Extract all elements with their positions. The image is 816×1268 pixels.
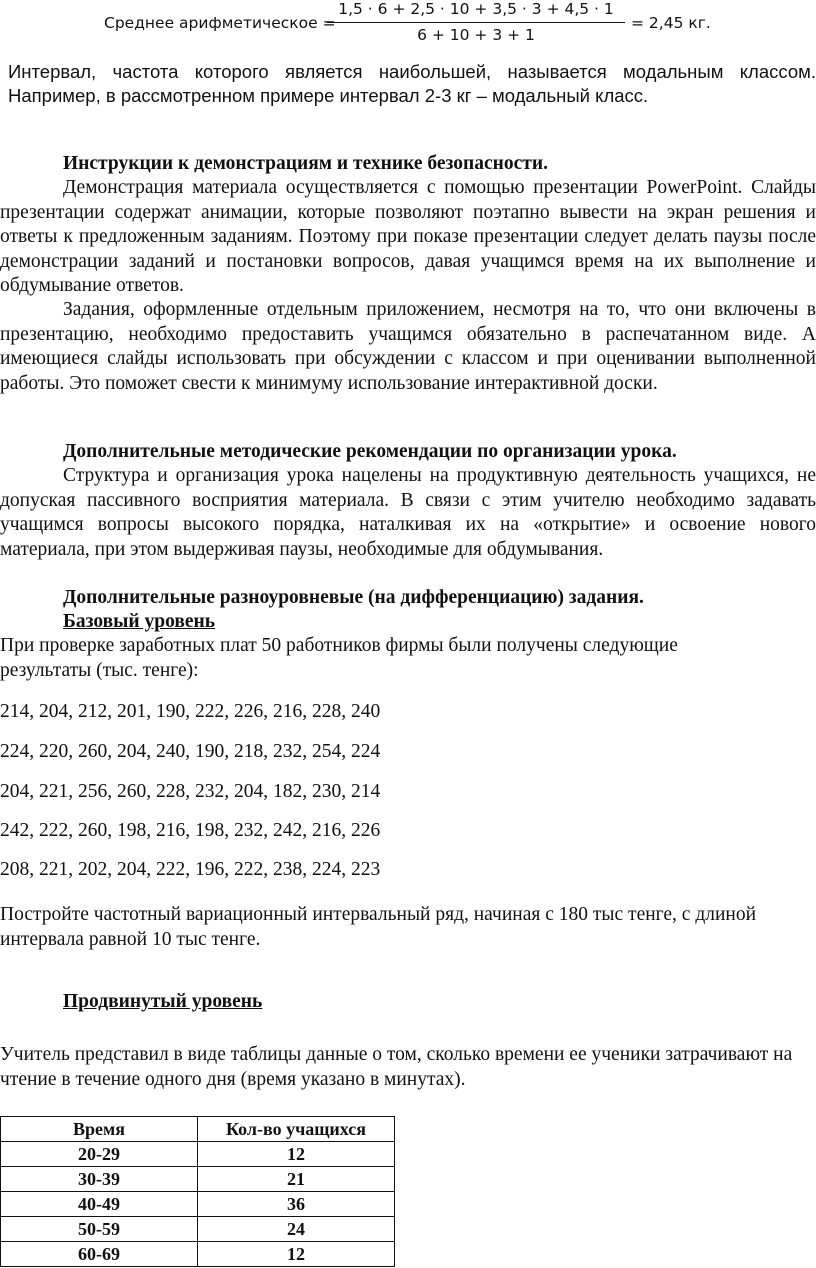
advanced-level-intro: Учитель представил в виде таблицы данные о том, сколько времени ее ученики затрачивают на чтение в течение одного дня (время указано в минутах). [0, 1044, 793, 1090]
formula-fraction [327, 0, 625, 44]
time-cell: 40-49 [1, 1192, 198, 1217]
modal-class-paragraph: Интервал, частота которого является наибольшей, называется модальным классом. Например, в рассмотренном примере интервал 2-3 кг – модальный класс. [8, 61, 816, 106]
count-cell: 12 [198, 1142, 395, 1167]
instructions-paragraph-2: Задания, оформленные отдельным приложением, несмотря на то, что они включены в презентацию, необходимо предоставить учащимся обязательно в распечатанном виде. А имеющиеся слайды использовать при обсуждении с классом и при оценивании выполненной работы. Это поможет свести к минимуму использование интерактивной доски. [0, 299, 816, 394]
time-cell: 20-29 [1, 1142, 198, 1167]
instructions-paragraph-1: Демонстрация материала осуществляется с помощью презентации PowerPoint. Слайды презентации содержат анимации, которые позволяют поэтапно вывести на экран решения и ответы к предложенным заданиям. Поэтому при показе презентации следует делать паузы после демонстрации заданий и постановки вопросов, давая учащимся время на их выполнение и обдумывание ответов. [0, 177, 816, 296]
count-cell: 24 [198, 1217, 395, 1242]
advanced-level-title: Продвинутый уровень [63, 991, 263, 1012]
basic-level-title: Базовый уровень [63, 611, 216, 632]
table-row [1, 1142, 395, 1167]
table-row [1, 1192, 395, 1217]
formula-label: Среднее арифметическое = [104, 14, 336, 32]
salary-row: 214, 204, 212, 201, 190, 222, 226, 216, 228, 240 [0, 701, 381, 722]
tasks-heading: Дополнительные разноуровневые (на дифференциацию) задания. [63, 587, 644, 608]
basic-level-task: Постройте частотный вариационный интервальный ряд, начиная с 180 тыс тенге, с длиной интервала равной 10 тыс тенге. [0, 904, 757, 950]
table-header-count: Кол-во учащихся [198, 1117, 395, 1142]
salary-row: 242, 222, 260, 198, 216, 198, 232, 242, 216, 226 [0, 820, 381, 841]
instructions-heading: Инструкции к демонстрациям и технике безопасности. [63, 153, 548, 174]
methodical-paragraph: Структура и организация урока нацелены на продуктивную деятельность учащихся, не допуская пассивного восприятия материала. В связи с этим учителю необходимо задавать учащимся вопросы высокого порядка, наталкивая их на «открытие» и освоение нового материала, при этом выдерживая паузы, необходимые для обдумывания. [0, 465, 816, 560]
table-row [1, 1217, 395, 1242]
methodical-heading: Дополнительные методические рекомендации по организации урока. [63, 441, 677, 462]
table-row [1, 1167, 395, 1192]
formula-numerator: 1,5 · 6 + 2,5 · 10 + 3,5 · 3 + 4,5 · 1 [327, 0, 625, 23]
time-cell: 30-39 [1, 1167, 198, 1192]
table-header-row [1, 1117, 395, 1142]
count-cell: 12 [198, 1242, 395, 1267]
time-cell: 60-69 [1, 1242, 198, 1267]
count-cell: 21 [198, 1167, 395, 1192]
table-header-time: Время [1, 1117, 198, 1142]
table-row [1, 1242, 395, 1267]
reading-time-table [0, 1116, 395, 1267]
count-cell: 36 [198, 1192, 395, 1217]
formula-result: = 2,45 кг. [631, 14, 711, 32]
salary-row: 224, 220, 260, 204, 240, 190, 218, 232, 254, 224 [0, 741, 381, 762]
mean-formula [0, 0, 816, 52]
formula-denominator: 6 + 10 + 3 + 1 [417, 26, 535, 44]
basic-level-intro: При проверке заработных плат 50 работников фирмы были получены следующие результаты (тыс. тенге): [0, 635, 678, 681]
time-cell: 50-59 [1, 1217, 198, 1242]
salary-row: 204, 221, 256, 260, 228, 232, 204, 182, 230, 214 [0, 781, 381, 802]
salary-row: 208, 221, 202, 204, 222, 196, 222, 238, 224, 223 [0, 859, 381, 880]
